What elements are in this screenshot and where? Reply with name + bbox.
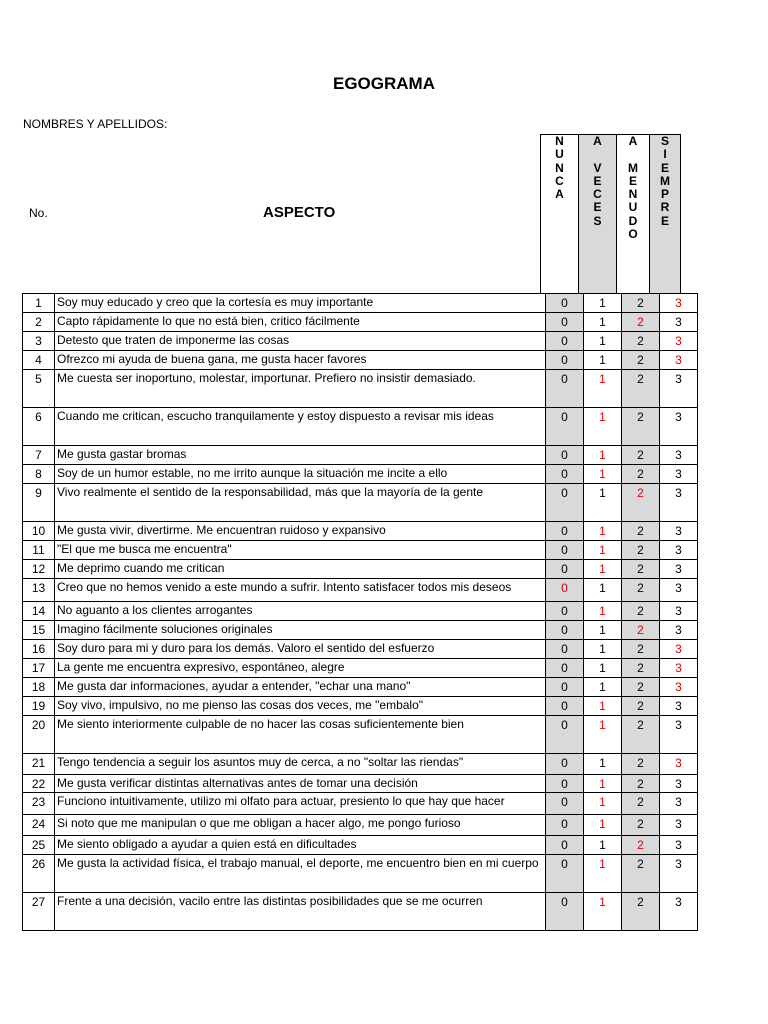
score-option-2: 2 bbox=[622, 836, 660, 855]
score-option-0: 0 bbox=[546, 893, 584, 931]
table-row bbox=[23, 313, 698, 332]
table-row bbox=[23, 640, 698, 659]
score-option-1: 1 bbox=[584, 484, 622, 522]
row-number: 2 bbox=[23, 313, 55, 332]
row-number: 13 bbox=[23, 579, 55, 602]
score-option-2: 2 bbox=[622, 815, 660, 836]
row-number: 15 bbox=[23, 621, 55, 640]
score-option-0: 0 bbox=[546, 294, 584, 313]
score-option-3: 3 bbox=[660, 602, 698, 621]
score-option-1: 1 bbox=[584, 836, 622, 855]
score-option-2: 2 bbox=[622, 793, 660, 815]
score-option-0: 0 bbox=[546, 815, 584, 836]
score-option-3: 3 bbox=[660, 351, 698, 370]
score-option-0: 0 bbox=[546, 408, 584, 446]
score-option-2: 2 bbox=[622, 893, 660, 931]
column-header-aspecto: ASPECTO bbox=[263, 204, 336, 221]
row-aspecto: Detesto que traten de imponerme las cosas bbox=[55, 332, 546, 351]
score-option-1: 1 bbox=[584, 754, 622, 775]
table-row bbox=[23, 541, 698, 560]
table-row bbox=[23, 855, 698, 893]
score-option-1: 1 bbox=[584, 697, 622, 716]
score-option-0: 0 bbox=[546, 659, 584, 678]
row-number: 16 bbox=[23, 640, 55, 659]
score-option-0: 0 bbox=[546, 579, 584, 602]
row-number: 17 bbox=[23, 659, 55, 678]
score-option-2: 2 bbox=[622, 775, 660, 793]
score-option-3: 3 bbox=[660, 465, 698, 484]
score-option-3: 3 bbox=[660, 640, 698, 659]
score-option-1: 1 bbox=[584, 370, 622, 408]
score-option-3: 3 bbox=[660, 446, 698, 465]
row-number: 5 bbox=[23, 370, 55, 408]
row-number: 4 bbox=[23, 351, 55, 370]
score-option-3: 3 bbox=[660, 560, 698, 579]
score-option-1: 1 bbox=[584, 332, 622, 351]
row-aspecto: Me cuesta ser inoportuno, molestar, importunar. Prefiero no insistir demasiado. bbox=[55, 370, 546, 408]
score-option-2: 2 bbox=[622, 408, 660, 446]
column-header-no: No. bbox=[29, 206, 48, 220]
score-option-0: 0 bbox=[546, 793, 584, 815]
row-number: 24 bbox=[23, 815, 55, 836]
table-row bbox=[23, 716, 698, 754]
table-row bbox=[23, 836, 698, 855]
row-aspecto: Soy de un humor estable, no me irrito aunque la situación me incite a ello bbox=[55, 465, 546, 484]
column-header-amenudo-cell bbox=[616, 134, 649, 294]
score-option-0: 0 bbox=[546, 465, 584, 484]
score-option-2: 2 bbox=[622, 313, 660, 332]
score-option-2: 2 bbox=[622, 716, 660, 754]
table-row bbox=[23, 775, 698, 793]
score-option-1: 1 bbox=[584, 621, 622, 640]
score-option-2: 2 bbox=[622, 484, 660, 522]
table-row bbox=[23, 621, 698, 640]
score-option-1: 1 bbox=[584, 775, 622, 793]
score-option-1: 1 bbox=[584, 678, 622, 697]
score-option-3: 3 bbox=[660, 893, 698, 931]
row-number: 20 bbox=[23, 716, 55, 754]
row-aspecto: Ofrezco mi ayuda de buena gana, me gusta hacer favores bbox=[55, 351, 546, 370]
score-option-3: 3 bbox=[660, 836, 698, 855]
score-option-2: 2 bbox=[622, 351, 660, 370]
table-row bbox=[23, 484, 698, 522]
score-option-0: 0 bbox=[546, 640, 584, 659]
row-number: 3 bbox=[23, 332, 55, 351]
score-option-1: 1 bbox=[584, 446, 622, 465]
score-option-1: 1 bbox=[584, 815, 622, 836]
score-option-2: 2 bbox=[622, 446, 660, 465]
row-number: 14 bbox=[23, 602, 55, 621]
row-aspecto: Me siento obligado a ayudar a quien está en dificultades bbox=[55, 836, 546, 855]
score-option-3: 3 bbox=[660, 313, 698, 332]
table-row bbox=[23, 522, 698, 541]
row-aspecto: Soy muy educado y creo que la cortesía es muy importante bbox=[55, 294, 546, 313]
score-option-2: 2 bbox=[622, 855, 660, 893]
table-row bbox=[23, 332, 698, 351]
table-row bbox=[23, 678, 698, 697]
row-aspecto: Soy vivo, impulsivo, no me pienso las cosas dos veces, me "embalo" bbox=[55, 697, 546, 716]
score-option-1: 1 bbox=[584, 602, 622, 621]
score-option-3: 3 bbox=[660, 294, 698, 313]
row-aspecto: Me deprimo cuando me critican bbox=[55, 560, 546, 579]
score-option-3: 3 bbox=[660, 716, 698, 754]
row-aspecto: Me gusta la actividad física, el trabajo manual, el deporte, me encuentro bien en mi cuerpo bbox=[55, 855, 546, 893]
table-row bbox=[23, 465, 698, 484]
score-option-0: 0 bbox=[546, 522, 584, 541]
score-option-1: 1 bbox=[584, 351, 622, 370]
score-option-0: 0 bbox=[546, 332, 584, 351]
row-number: 1 bbox=[23, 294, 55, 313]
score-option-3: 3 bbox=[660, 522, 698, 541]
table-row bbox=[23, 697, 698, 716]
row-aspecto: Creo que no hemos venido a este mundo a sufrir. Intento satisfacer todos mis deseos bbox=[55, 579, 546, 602]
score-option-3: 3 bbox=[660, 659, 698, 678]
score-option-2: 2 bbox=[622, 659, 660, 678]
score-option-2: 2 bbox=[622, 579, 660, 602]
score-option-2: 2 bbox=[622, 294, 660, 313]
score-option-2: 2 bbox=[622, 602, 660, 621]
score-option-1: 1 bbox=[584, 579, 622, 602]
score-option-2: 2 bbox=[622, 621, 660, 640]
row-aspecto: No aguanto a los clientes arrogantes bbox=[55, 602, 546, 621]
table-row bbox=[23, 659, 698, 678]
score-option-3: 3 bbox=[660, 754, 698, 775]
table-row bbox=[23, 446, 698, 465]
score-option-0: 0 bbox=[546, 697, 584, 716]
row-aspecto: Soy duro para mi y duro para los demás. Valoro el sentido del esfuerzo bbox=[55, 640, 546, 659]
column-header-aveces: A V E C E S bbox=[593, 134, 602, 228]
score-option-3: 3 bbox=[660, 332, 698, 351]
row-aspecto: "El que me busca me encuentra" bbox=[55, 541, 546, 560]
column-header-amenudo: A M E N U D O bbox=[628, 134, 638, 242]
row-aspecto: Si noto que me manipulan o que me obligan a hacer algo, me pongo furioso bbox=[55, 815, 546, 836]
score-option-3: 3 bbox=[660, 484, 698, 522]
row-number: 19 bbox=[23, 697, 55, 716]
score-option-0: 0 bbox=[546, 370, 584, 408]
score-option-0: 0 bbox=[546, 484, 584, 522]
score-option-3: 3 bbox=[660, 793, 698, 815]
row-aspecto: La gente me encuentra expresivo, espontáneo, alegre bbox=[55, 659, 546, 678]
score-option-3: 3 bbox=[660, 678, 698, 697]
table-row bbox=[23, 602, 698, 621]
table-row bbox=[23, 294, 698, 313]
row-number: 21 bbox=[23, 754, 55, 775]
score-option-1: 1 bbox=[584, 560, 622, 579]
score-option-3: 3 bbox=[660, 697, 698, 716]
row-aspecto: Me gusta gastar bromas bbox=[55, 446, 546, 465]
score-option-2: 2 bbox=[622, 522, 660, 541]
score-option-0: 0 bbox=[546, 446, 584, 465]
row-number: 10 bbox=[23, 522, 55, 541]
row-number: 7 bbox=[23, 446, 55, 465]
score-option-2: 2 bbox=[622, 697, 660, 716]
column-header-siempre-cell bbox=[649, 134, 681, 294]
score-option-1: 1 bbox=[584, 541, 622, 560]
row-number: 11 bbox=[23, 541, 55, 560]
row-number: 12 bbox=[23, 560, 55, 579]
score-option-1: 1 bbox=[584, 522, 622, 541]
table-row bbox=[23, 893, 698, 931]
score-option-3: 3 bbox=[660, 621, 698, 640]
row-aspecto: Vivo realmente el sentido de la responsabilidad, más que la mayoría de la gente bbox=[55, 484, 546, 522]
score-option-1: 1 bbox=[584, 313, 622, 332]
row-number: 6 bbox=[23, 408, 55, 446]
score-option-0: 0 bbox=[546, 351, 584, 370]
row-aspecto: Frente a una decisión, vacilo entre las distintas posibilidades que se me ocurren bbox=[55, 893, 546, 931]
table-row bbox=[23, 408, 698, 446]
score-option-1: 1 bbox=[584, 640, 622, 659]
score-option-3: 3 bbox=[660, 541, 698, 560]
score-option-2: 2 bbox=[622, 541, 660, 560]
egograma-table bbox=[22, 293, 698, 931]
row-aspecto: Imagino fácilmente soluciones originales bbox=[55, 621, 546, 640]
score-option-0: 0 bbox=[546, 621, 584, 640]
score-option-2: 2 bbox=[622, 640, 660, 659]
column-header-nunca: N U N C A bbox=[555, 134, 564, 202]
score-option-0: 0 bbox=[546, 855, 584, 893]
table-row bbox=[23, 560, 698, 579]
row-number: 26 bbox=[23, 855, 55, 893]
column-header-siempre: S I E M P R E bbox=[660, 134, 670, 228]
score-option-3: 3 bbox=[660, 579, 698, 602]
row-aspecto: Cuando me critican, escucho tranquilamente y estoy dispuesto a revisar mis ideas bbox=[55, 408, 546, 446]
table-row bbox=[23, 815, 698, 836]
score-option-3: 3 bbox=[660, 408, 698, 446]
score-option-1: 1 bbox=[584, 716, 622, 754]
row-aspecto: Funciono intuitivamente, utilizo mi olfato para actuar, presiento lo que hay que hacer bbox=[55, 793, 546, 815]
page-title: EGOGRAMA bbox=[333, 74, 435, 93]
score-option-1: 1 bbox=[584, 893, 622, 931]
score-option-0: 0 bbox=[546, 560, 584, 579]
row-number: 22 bbox=[23, 775, 55, 793]
row-number: 25 bbox=[23, 836, 55, 855]
score-option-3: 3 bbox=[660, 370, 698, 408]
score-option-0: 0 bbox=[546, 678, 584, 697]
score-option-0: 0 bbox=[546, 836, 584, 855]
score-option-0: 0 bbox=[546, 602, 584, 621]
table-row bbox=[23, 351, 698, 370]
score-option-2: 2 bbox=[622, 560, 660, 579]
row-aspecto: Capto rápidamente lo que no está bien, critico fácilmente bbox=[55, 313, 546, 332]
score-option-0: 0 bbox=[546, 541, 584, 560]
score-option-0: 0 bbox=[546, 716, 584, 754]
table-row bbox=[23, 793, 698, 815]
score-option-1: 1 bbox=[584, 465, 622, 484]
row-aspecto: Me gusta vivir, divertirme. Me encuentran ruidoso y expansivo bbox=[55, 522, 546, 541]
row-number: 27 bbox=[23, 893, 55, 931]
score-option-1: 1 bbox=[584, 294, 622, 313]
score-option-0: 0 bbox=[546, 313, 584, 332]
row-aspecto: Tengo tendencia a seguir los asuntos muy de cerca, a no "soltar las riendas" bbox=[55, 754, 546, 775]
score-option-2: 2 bbox=[622, 754, 660, 775]
names-label: NOMBRES Y APELLIDOS: bbox=[23, 117, 168, 131]
row-number: 18 bbox=[23, 678, 55, 697]
score-option-1: 1 bbox=[584, 855, 622, 893]
score-option-2: 2 bbox=[622, 370, 660, 408]
row-number: 23 bbox=[23, 793, 55, 815]
table-row bbox=[23, 754, 698, 775]
column-header-nunca-cell bbox=[540, 134, 578, 294]
score-option-3: 3 bbox=[660, 775, 698, 793]
table-row bbox=[23, 370, 698, 408]
score-option-1: 1 bbox=[584, 408, 622, 446]
row-number: 9 bbox=[23, 484, 55, 522]
score-option-3: 3 bbox=[660, 855, 698, 893]
score-option-1: 1 bbox=[584, 659, 622, 678]
row-aspecto: Me gusta verificar distintas alternativas antes de tomar una decisión bbox=[55, 775, 546, 793]
score-option-2: 2 bbox=[622, 332, 660, 351]
score-option-3: 3 bbox=[660, 815, 698, 836]
row-aspecto: Me siento interiormente culpable de no hacer las cosas suficientemente bien bbox=[55, 716, 546, 754]
score-option-0: 0 bbox=[546, 775, 584, 793]
score-option-1: 1 bbox=[584, 793, 622, 815]
row-number: 8 bbox=[23, 465, 55, 484]
score-option-2: 2 bbox=[622, 678, 660, 697]
column-header-aveces-cell bbox=[578, 134, 616, 294]
score-option-2: 2 bbox=[622, 465, 660, 484]
row-aspecto: Me gusta dar informaciones, ayudar a entender, "echar una mano" bbox=[55, 678, 546, 697]
score-option-0: 0 bbox=[546, 754, 584, 775]
table-row bbox=[23, 579, 698, 602]
